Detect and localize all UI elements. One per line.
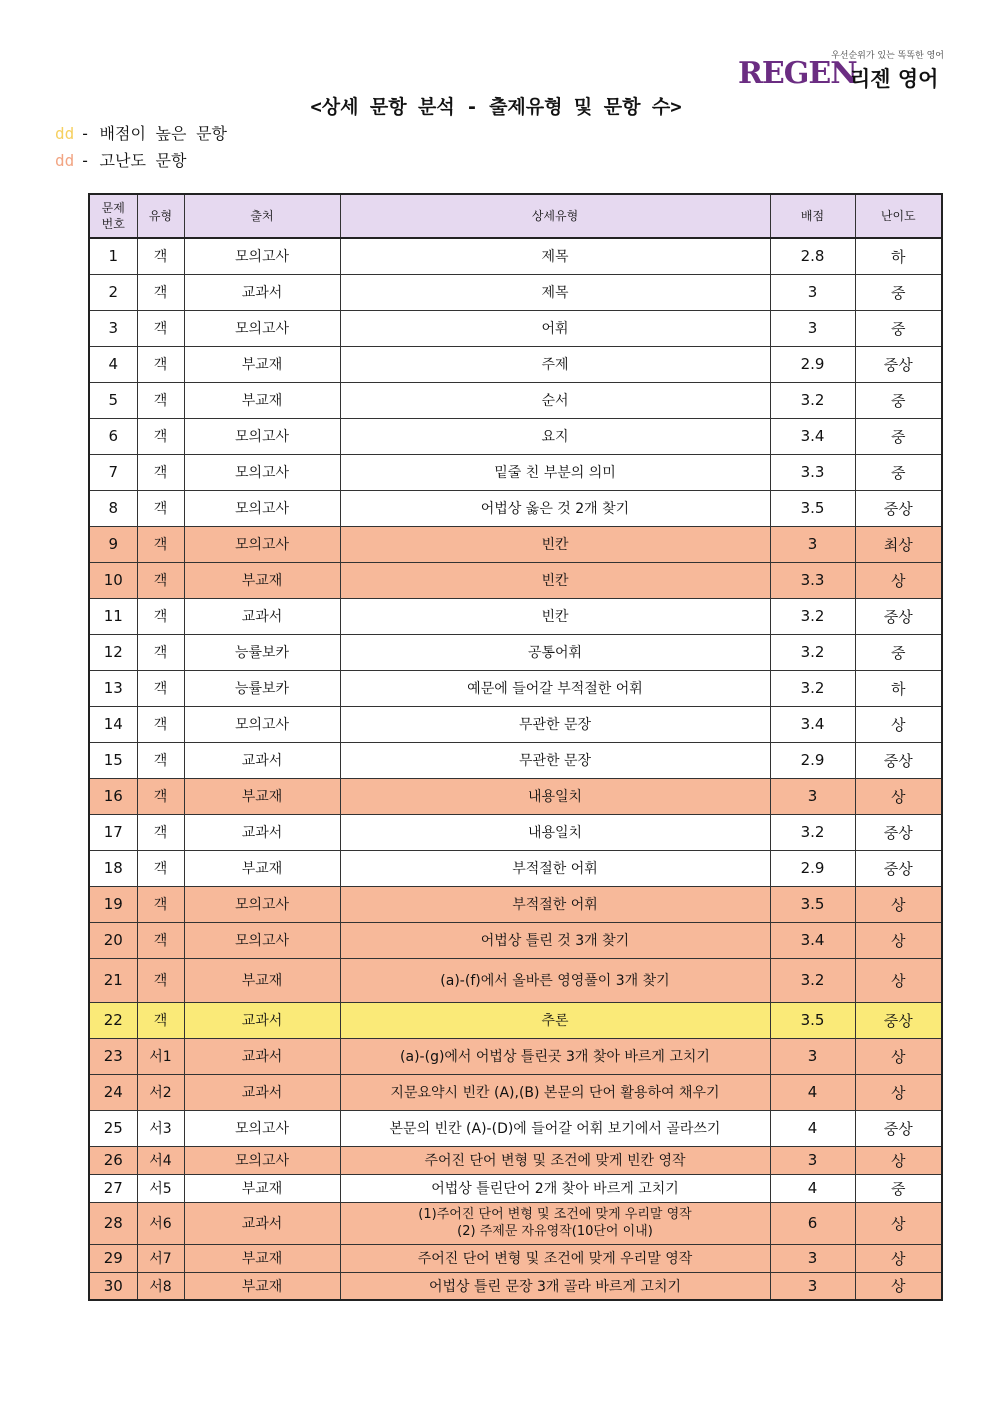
cell-score: 3.5 xyxy=(770,1002,855,1038)
cell-number: 16 xyxy=(89,778,137,814)
table-row xyxy=(89,886,942,922)
cell-score: 3 xyxy=(770,1244,855,1272)
cell-difficulty: 중상 xyxy=(855,742,942,778)
cell-difficulty: 중상 xyxy=(855,1110,942,1146)
cell-score: 4 xyxy=(770,1074,855,1110)
table-header-row xyxy=(89,194,942,238)
cell-number: 1 xyxy=(89,238,137,274)
table-row xyxy=(89,778,942,814)
cell-score: 3.2 xyxy=(770,634,855,670)
cell-number: 10 xyxy=(89,562,137,598)
cell-score: 3.3 xyxy=(770,562,855,598)
cell-number: 6 xyxy=(89,418,137,454)
cell-source: 교과서 xyxy=(184,814,340,850)
cell-type: 객 xyxy=(137,310,184,346)
cell-number: 5 xyxy=(89,382,137,418)
cell-type: 서7 xyxy=(137,1244,184,1272)
legend-swatch: dd xyxy=(55,151,75,170)
legend-high-score xyxy=(55,121,227,144)
cell-type: 객 xyxy=(137,886,184,922)
header-detail: 상세유형 xyxy=(340,194,770,238)
cell-score: 3.4 xyxy=(770,922,855,958)
cell-source: 부교재 xyxy=(184,850,340,886)
cell-type: 객 xyxy=(137,526,184,562)
cell-score: 3 xyxy=(770,1038,855,1074)
cell-type: 객 xyxy=(137,850,184,886)
cell-type: 객 xyxy=(137,562,184,598)
cell-score: 3.4 xyxy=(770,418,855,454)
table-row xyxy=(89,454,942,490)
cell-difficulty: 상 xyxy=(855,922,942,958)
cell-detail: 예문에 들어갈 부적절한 어휘 xyxy=(340,670,770,706)
cell-score: 3.2 xyxy=(770,382,855,418)
cell-score: 3.5 xyxy=(770,490,855,526)
table-row xyxy=(89,1202,942,1244)
table-row xyxy=(89,634,942,670)
cell-detail: 어법상 옳은 것 2개 찾기 xyxy=(340,490,770,526)
cell-type: 서3 xyxy=(137,1110,184,1146)
cell-detail: 제목 xyxy=(340,238,770,274)
cell-detail: 주어진 단어 변형 및 조건에 맞게 빈칸 영작 xyxy=(340,1146,770,1174)
cell-source: 부교재 xyxy=(184,562,340,598)
cell-difficulty: 상 xyxy=(855,886,942,922)
cell-type: 객 xyxy=(137,634,184,670)
cell-type: 서8 xyxy=(137,1272,184,1300)
cell-score: 3.3 xyxy=(770,454,855,490)
cell-detail: 빈칸 xyxy=(340,598,770,634)
cell-source: 부교재 xyxy=(184,958,340,1002)
cell-detail: 주제 xyxy=(340,346,770,382)
table-row xyxy=(89,1038,942,1074)
cell-detail: 지문요약시 빈칸 (A),(B) 본문의 단어 활용하여 채우기 xyxy=(340,1074,770,1110)
cell-source: 부교재 xyxy=(184,1272,340,1300)
cell-number: 9 xyxy=(89,526,137,562)
cell-detail: 밑줄 친 부분의 의미 xyxy=(340,454,770,490)
page-title: <상세 문항 분석 - 출제유형 및 문항 수> xyxy=(310,96,682,118)
table-row xyxy=(89,418,942,454)
table-row xyxy=(89,1174,942,1202)
cell-source: 능률보카 xyxy=(184,634,340,670)
cell-source: 모의고사 xyxy=(184,1110,340,1146)
table-row xyxy=(89,598,942,634)
cell-detail: 어법상 틀린 문장 3개 골라 바르게 고치기 xyxy=(340,1272,770,1300)
legend-high-difficulty xyxy=(55,148,186,171)
table-row xyxy=(89,1244,942,1272)
cell-score: 3.2 xyxy=(770,958,855,1002)
cell-source: 교과서 xyxy=(184,274,340,310)
header-number: 문제 번호 xyxy=(89,194,137,238)
cell-difficulty: 상 xyxy=(855,1038,942,1074)
cell-type: 객 xyxy=(137,670,184,706)
logo-brand: REGEN xyxy=(738,56,857,91)
cell-source: 모의고사 xyxy=(184,454,340,490)
cell-detail: (a)-(g)에서 어법상 틀린곳 3개 찾아 바르게 고치기 xyxy=(340,1038,770,1074)
header-type: 유형 xyxy=(137,194,184,238)
cell-detail: 무관한 문장 xyxy=(340,742,770,778)
cell-type: 서6 xyxy=(137,1202,184,1244)
cell-source: 모의고사 xyxy=(184,418,340,454)
cell-difficulty: 중상 xyxy=(855,490,942,526)
cell-score: 3.2 xyxy=(770,598,855,634)
cell-source: 모의고사 xyxy=(184,1146,340,1174)
cell-number: 8 xyxy=(89,490,137,526)
table-row xyxy=(89,1074,942,1110)
cell-difficulty: 중상 xyxy=(855,598,942,634)
cell-source: 교과서 xyxy=(184,1002,340,1038)
cell-type: 객 xyxy=(137,742,184,778)
cell-difficulty: 상 xyxy=(855,1202,942,1244)
header-score: 배점 xyxy=(770,194,855,238)
cell-type: 서1 xyxy=(137,1038,184,1074)
cell-source: 모의고사 xyxy=(184,310,340,346)
cell-type: 객 xyxy=(137,958,184,1002)
cell-number: 2 xyxy=(89,274,137,310)
cell-number: 18 xyxy=(89,850,137,886)
header-source: 출처 xyxy=(184,194,340,238)
cell-score: 3.5 xyxy=(770,886,855,922)
cell-score: 3 xyxy=(770,778,855,814)
cell-source: 모의고사 xyxy=(184,922,340,958)
cell-source: 능률보카 xyxy=(184,670,340,706)
table-row xyxy=(89,490,942,526)
cell-source: 모의고사 xyxy=(184,886,340,922)
cell-number: 13 xyxy=(89,670,137,706)
cell-type: 서5 xyxy=(137,1174,184,1202)
cell-detail: 공통어휘 xyxy=(340,634,770,670)
cell-type: 객 xyxy=(137,454,184,490)
cell-difficulty: 상 xyxy=(855,958,942,1002)
cell-score: 3 xyxy=(770,1272,855,1300)
cell-detail: 제목 xyxy=(340,274,770,310)
cell-number: 30 xyxy=(89,1272,137,1300)
cell-type: 서4 xyxy=(137,1146,184,1174)
table-row xyxy=(89,814,942,850)
cell-detail: 본문의 빈칸 (A)-(D)에 들어갈 어휘 보기에서 골라쓰기 xyxy=(340,1110,770,1146)
cell-difficulty: 하 xyxy=(855,670,942,706)
cell-source: 부교재 xyxy=(184,346,340,382)
cell-number: 3 xyxy=(89,310,137,346)
cell-number: 29 xyxy=(89,1244,137,1272)
cell-source: 부교재 xyxy=(184,382,340,418)
cell-number: 15 xyxy=(89,742,137,778)
cell-detail: 어법상 틀린단어 2개 찾아 바르게 고치기 xyxy=(340,1174,770,1202)
cell-score: 3 xyxy=(770,1146,855,1174)
cell-difficulty: 상 xyxy=(855,1272,942,1300)
cell-type: 객 xyxy=(137,1002,184,1038)
cell-number: 20 xyxy=(89,922,137,958)
table-row xyxy=(89,1002,942,1038)
table-row xyxy=(89,1272,942,1300)
cell-type: 객 xyxy=(137,274,184,310)
cell-source: 교과서 xyxy=(184,742,340,778)
cell-number: 17 xyxy=(89,814,137,850)
table-row xyxy=(89,742,942,778)
cell-detail: 내용일치 xyxy=(340,778,770,814)
cell-score: 4 xyxy=(770,1174,855,1202)
cell-type: 객 xyxy=(137,346,184,382)
cell-number: 12 xyxy=(89,634,137,670)
cell-score: 3 xyxy=(770,526,855,562)
cell-detail: 무관한 문장 xyxy=(340,706,770,742)
cell-difficulty: 상 xyxy=(855,1244,942,1272)
cell-difficulty: 상 xyxy=(855,1074,942,1110)
cell-type: 객 xyxy=(137,706,184,742)
legend-text: - 배점이 높은 문항 xyxy=(80,124,227,143)
table-row xyxy=(89,706,942,742)
cell-difficulty: 최상 xyxy=(855,526,942,562)
table-body xyxy=(89,238,942,1300)
cell-score: 4 xyxy=(770,1110,855,1146)
cell-type: 객 xyxy=(137,922,184,958)
cell-number: 11 xyxy=(89,598,137,634)
legend-text: - 고난도 문항 xyxy=(80,151,187,170)
cell-difficulty: 중 xyxy=(855,454,942,490)
table-row xyxy=(89,670,942,706)
cell-detail: 주어진 단어 변형 및 조건에 맞게 우리말 영작 xyxy=(340,1244,770,1272)
cell-score: 6 xyxy=(770,1202,855,1244)
cell-difficulty: 상 xyxy=(855,1146,942,1174)
cell-source: 교과서 xyxy=(184,1074,340,1110)
cell-number: 27 xyxy=(89,1174,137,1202)
cell-source: 교과서 xyxy=(184,1038,340,1074)
cell-type: 객 xyxy=(137,598,184,634)
table-row xyxy=(89,382,942,418)
cell-detail: 내용일치 xyxy=(340,814,770,850)
cell-difficulty: 중 xyxy=(855,1174,942,1202)
cell-difficulty: 중 xyxy=(855,274,942,310)
cell-source: 부교재 xyxy=(184,1174,340,1202)
cell-difficulty: 중 xyxy=(855,418,942,454)
legend-swatch: dd xyxy=(55,124,75,143)
cell-number: 23 xyxy=(89,1038,137,1074)
table-row xyxy=(89,238,942,274)
table-row xyxy=(89,562,942,598)
cell-difficulty: 상 xyxy=(855,562,942,598)
cell-source: 부교재 xyxy=(184,1244,340,1272)
cell-type: 객 xyxy=(137,490,184,526)
cell-score: 3 xyxy=(770,310,855,346)
cell-detail: (a)-(f)에서 올바른 영영풀이 3개 찾기 xyxy=(340,958,770,1002)
cell-difficulty: 상 xyxy=(855,706,942,742)
cell-number: 25 xyxy=(89,1110,137,1146)
cell-difficulty: 중 xyxy=(855,634,942,670)
cell-detail: (1)주어진 단어 변형 및 조건에 맞게 우리말 영작 (2) 주제문 자유영작(10단어 이내) xyxy=(340,1202,770,1244)
cell-detail: 빈칸 xyxy=(340,562,770,598)
cell-number: 24 xyxy=(89,1074,137,1110)
cell-difficulty: 중상 xyxy=(855,850,942,886)
cell-source: 부교재 xyxy=(184,778,340,814)
analysis-table xyxy=(88,193,943,1301)
cell-difficulty: 중상 xyxy=(855,346,942,382)
table-row xyxy=(89,922,942,958)
table-row xyxy=(89,274,942,310)
cell-source: 모의고사 xyxy=(184,706,340,742)
cell-type: 객 xyxy=(137,418,184,454)
cell-type: 서2 xyxy=(137,1074,184,1110)
logo-name-kr: 리젠 영어 xyxy=(850,67,939,91)
table-row xyxy=(89,850,942,886)
cell-number: 26 xyxy=(89,1146,137,1174)
cell-number: 22 xyxy=(89,1002,137,1038)
cell-detail: 부적절한 어휘 xyxy=(340,886,770,922)
cell-number: 21 xyxy=(89,958,137,1002)
cell-number: 14 xyxy=(89,706,137,742)
cell-score: 2.9 xyxy=(770,742,855,778)
cell-source: 모의고사 xyxy=(184,526,340,562)
logo-tagline: 우선순위가 있는 똑똑한 영어 xyxy=(831,51,944,61)
cell-source: 교과서 xyxy=(184,598,340,634)
cell-difficulty: 하 xyxy=(855,238,942,274)
cell-detail: 요지 xyxy=(340,418,770,454)
cell-type: 객 xyxy=(137,814,184,850)
table-row xyxy=(89,310,942,346)
cell-type: 객 xyxy=(137,238,184,274)
cell-detail: 빈칸 xyxy=(340,526,770,562)
table-row xyxy=(89,1146,942,1174)
cell-score: 3.2 xyxy=(770,814,855,850)
brand-logo xyxy=(738,48,948,91)
cell-number: 4 xyxy=(89,346,137,382)
cell-source: 모의고사 xyxy=(184,238,340,274)
cell-score: 3.2 xyxy=(770,670,855,706)
cell-score: 2.8 xyxy=(770,238,855,274)
cell-type: 객 xyxy=(137,778,184,814)
table-row xyxy=(89,1110,942,1146)
cell-type: 객 xyxy=(137,382,184,418)
cell-score: 2.9 xyxy=(770,346,855,382)
cell-difficulty: 상 xyxy=(855,778,942,814)
cell-difficulty: 중 xyxy=(855,382,942,418)
cell-score: 3 xyxy=(770,274,855,310)
cell-number: 19 xyxy=(89,886,137,922)
cell-score: 2.9 xyxy=(770,850,855,886)
table-row xyxy=(89,346,942,382)
cell-difficulty: 중상 xyxy=(855,1002,942,1038)
cell-score: 3.4 xyxy=(770,706,855,742)
cell-source: 모의고사 xyxy=(184,490,340,526)
table-row xyxy=(89,958,942,1002)
cell-difficulty: 중상 xyxy=(855,814,942,850)
cell-detail: 추론 xyxy=(340,1002,770,1038)
cell-number: 28 xyxy=(89,1202,137,1244)
cell-difficulty: 중 xyxy=(855,310,942,346)
cell-detail: 순서 xyxy=(340,382,770,418)
cell-detail: 부적절한 어휘 xyxy=(340,850,770,886)
header-difficulty: 난이도 xyxy=(855,194,942,238)
table-row xyxy=(89,526,942,562)
cell-detail: 어법상 틀린 것 3개 찾기 xyxy=(340,922,770,958)
cell-detail: 어휘 xyxy=(340,310,770,346)
cell-number: 7 xyxy=(89,454,137,490)
cell-source: 교과서 xyxy=(184,1202,340,1244)
